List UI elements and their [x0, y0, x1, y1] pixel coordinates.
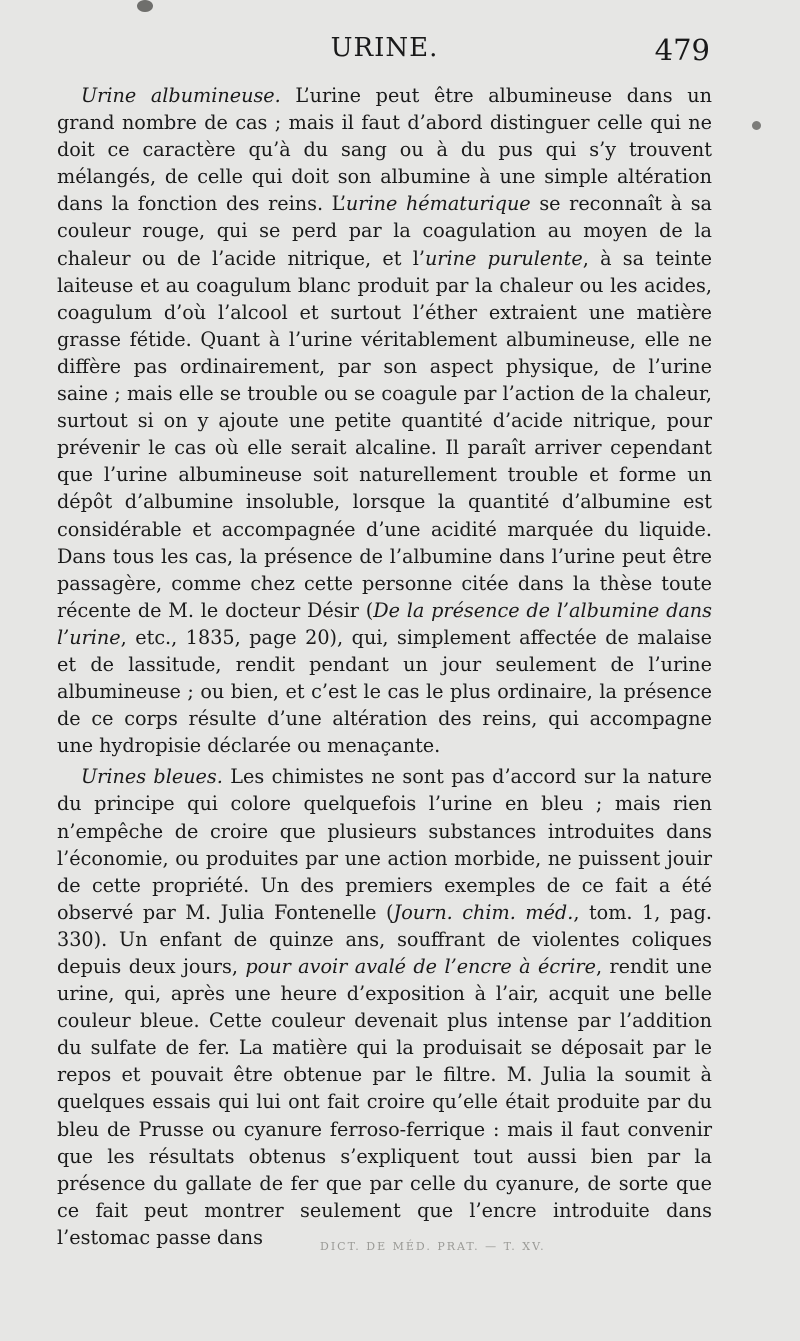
phrase-encre-a-ecrire: pour avoir avalé de l’encre à écrire — [245, 955, 596, 978]
text-run: Les chimistes ne sont pas d’accord sur la nature du principe qui colore quelquefois l’urine en bleu ; mais rien n’empêche de croire que plusieurs substances introduites dans l’économie, ou produites par une action morbide, ne puissent jouir de cette propriété. Un des premiers exemples de ce fait a été observé par M. Julia Fontenelle ( — [57, 765, 712, 924]
footer-signature: DICT. DE MÉD. PRAT. — T. XV. — [320, 1240, 546, 1253]
ink-spot — [752, 121, 761, 130]
text-run: , rendit une urine, qui, après une heure d’exposition à l’air, acquit une belle couleur bleue. Cette couleur devenait plus intense par l’addition du sulfate de fer. La matière qui la produisait se déposait par le repos et pouvait être obtenue par le filtre. M. Julia la soumit à quelques essais qui lui ont fait croire qu’elle était produite par du bleu de Prusse ou cyanure ferroso-ferrique : mais il faut convenir que les résultats obtenus s’expliquent tout aussi bien par la présence du gallate de fer que par celle du cyanure, de sorte que ce fait peut montrer seulement que l’encre introduite dans l’estomac passe dans — [57, 955, 713, 1249]
page-number: 479 — [654, 33, 710, 67]
ink-spot — [137, 0, 153, 12]
text-run: , etc., 1835, page 20), qui, simplement affectée de malaise et de lassitude, rendit pendant un jour seulement de l’urine albumineuse ; ou bien, et c’est le cas le plus ordinaire, la présence de ce corps résulte d’une altération des reins, qui accompagne une hydropisie déclarée ou menaçante. — [57, 625, 712, 758]
text-run: , tom. 1, pag. 330). Un enfant de quinze ans, souffrant de violentes coliques depuis deux jours, — [57, 900, 712, 978]
text-run: L’urine peut être albumineuse dans un grand nombre de cas ; mais il faut d’abord distinguer celle qui ne doit ce caractère qu’à du sang ou à du pus qui s’y trouvent mélangés, de celle qui doit son albumine à une simple altération dans la fonction des reins. L’ — [57, 84, 712, 216]
paragraph-urines-bleues — [57, 763, 712, 1251]
section-lead-urines-bleues: Urines bleues. — [81, 765, 223, 789]
citation-journal: Journ. chim. méd. — [393, 900, 574, 924]
term-urine-hematurique: urine hématurique — [345, 192, 531, 216]
paragraph-urine-albumineuse — [57, 82, 712, 759]
text-run: se reconnaît à sa couleur rouge, qui se perd par la coagulation au moyen de la chaleur ou de l’acide nitrique, et l’ — [57, 192, 712, 270]
body-text — [57, 82, 712, 1251]
term-urine-purulente: urine purulente — [424, 246, 583, 270]
running-title: URINE. — [330, 33, 439, 63]
section-lead-urine-albumineuse: Urine albumineuse. — [81, 84, 281, 107]
page-header — [57, 33, 712, 73]
citation-title-desir: De la présence de l’albumine dans l’urine — [57, 598, 713, 649]
text-run: , à sa teinte laiteuse et au coagulum blanc produit par la chaleur ou les acides, coagulum d’où l’alcool et surtout l’éther extraient une matière grasse fétide. Quant à l’urine véritablement albumineuse, elle ne diffère pas ordinairement, par son aspect physique, de l’urine saine ; mais elle se trouble ou se coagule par l’action de la chaleur, surtout si on y ajoute une petite quantité d’acide nitrique, pour prévenir le cas où elle serait alcaline. Il paraît arriver cependant que l’urine albumineuse soit naturellement trouble et forme un dépôt d’albumine insoluble, lorsque la quantité d’albumine est considérable et accompagnée d’une acidité marquée du liquide. Dans tous les cas, la présence de l’albumine dans l’urine peut être passagère, comme chez cette personne citée dans la thèse toute récente de M. le docteur Désir ( — [57, 246, 712, 622]
